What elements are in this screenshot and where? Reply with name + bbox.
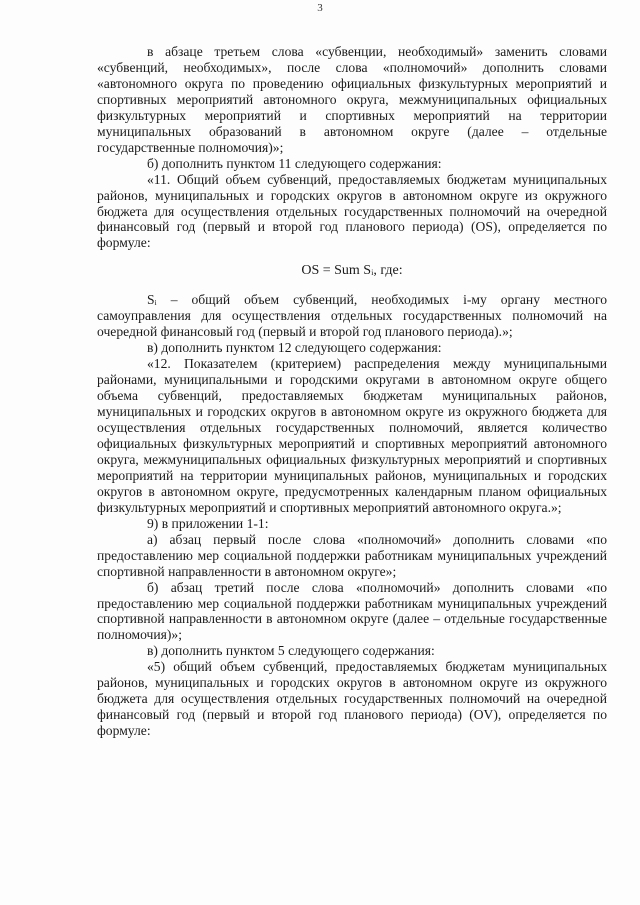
paragraph-punkt-b-11: б) дополнить пунктом 11 следующего содержания: bbox=[147, 155, 442, 171]
paragraph-prilozhenie-1-1: 9) в приложении 1-1: bbox=[147, 515, 269, 531]
paragraph-punkt-12: «12. Показателем (критерием) распределения между муниципальными районами, муниципальными и городскими округами в автономном округе общего объема субвенций, предоставляемых бюджетам муниципальных районов, муниципальных и городских округов в автономном округе из окружного бюджета для осуществления отдельных государственных полномочий, является количество официальных физкультурных мероприятий и спортивных мероприятий автономного округа, межмуниципальных официальных физкультурных мероприятий и спортивных мероприятий на территории муниципальных районов, муниципальных и городских округов в автономном округе, предусмотренных календарным планом официальных физкультурных мероприятий и спортивных мероприятий автономного округа.»; bbox=[97, 356, 607, 515]
formula-os: OS = Sum Sᵢ, где: bbox=[301, 263, 403, 279]
paragraph-abzac-pervyj: а) абзац первый после слова «полномочий» дополнить словами «по предоставлению мер социальной поддержки работникам муниципальных учреждений спортивной направленности в автономном округе»; bbox=[97, 531, 607, 579]
paragraph-punkt-v-5: в) дополнить пунктом 5 следующего содержания: bbox=[147, 643, 435, 659]
paragraph-si-definition: Sᵢ – общий объем субвенций, необходимых i-му органу местного самоуправления для осуществления отдельных государственных полномочий на очередной финансовый год (первый и второй год планового периода).»; bbox=[97, 292, 607, 340]
paragraph-abzac-tretij: в абзаце третьем слова «субвенции, необходимый» заменить словами «субвенций, необходимых», после слова «полномочий» дополнить словами «автономного округа по проведению официальных физкультурных мероприятий и спортивных мероприятий автономного округа, межмуниципальных официальных физкультурных мероприятий и спортивных мероприятий на территории муниципальных образований в автономном округе (далее – отдельные государственные полномочия)»; bbox=[97, 44, 607, 155]
paragraph-punkt-11: «11. Общий объем субвенций, предоставляемых бюджетам муниципальных районов, муниципальных и городских округов в автономном округе из окружного бюджета для осуществления отдельных государственных полномочий на очередной финансовый год (первый и второй год планового периода) (OS), определяется по формуле: bbox=[97, 171, 607, 251]
paragraph-abzac-tretij-2: б) абзац третий после слова «полномочий» дополнить словами «по предоставлению мер социальной поддержки работникам муниципальных учреждений спортивной направленности в автономном округе (далее – отдельные государственные полномочия)»; bbox=[97, 579, 607, 643]
document-body bbox=[97, 44, 607, 739]
paragraph-punkt-5: «5) общий объем субвенций, предоставляемых бюджетам муниципальных районов, муниципальных и городских округов в автономном округе из окружного бюджета для осуществления отдельных государственных полномочий на очередной финансовый год (первый и второй год планового периода) (OV), определяется по формуле: bbox=[97, 659, 607, 739]
paragraph-punkt-v-12: в) дополнить пунктом 12 следующего содержания: bbox=[147, 340, 442, 356]
page-number: 3 bbox=[317, 2, 323, 14]
